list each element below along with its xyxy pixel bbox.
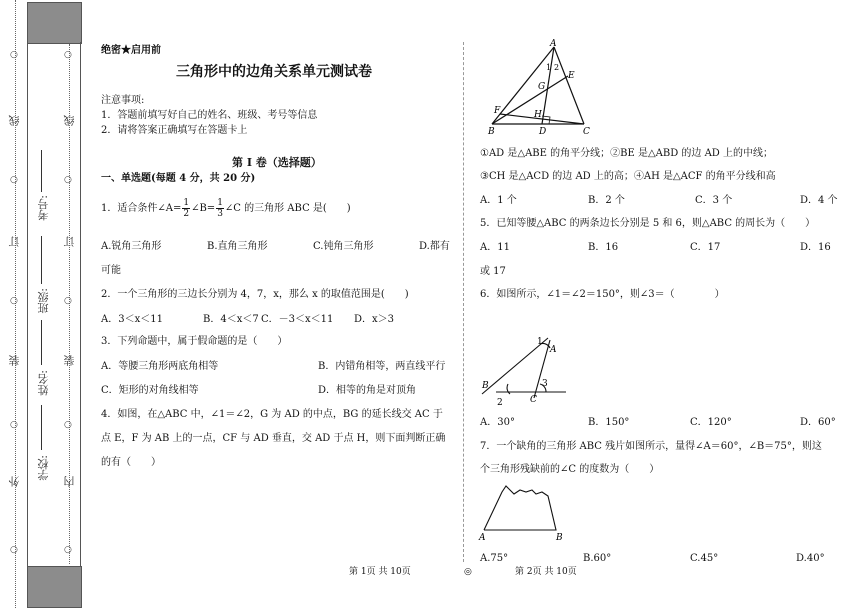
binding-box-left: [27, 42, 28, 566]
label-c: C: [583, 127, 590, 137]
label-angle-3: 3: [542, 379, 548, 389]
label-a: A: [550, 39, 557, 49]
outer-mark-wai: 外: [8, 476, 21, 487]
question-6-stem: 6．如图所示，∠1＝∠2＝150°，则∠3＝（ ）: [480, 289, 725, 300]
q1-stem-b: ∠B=: [191, 203, 216, 214]
notice-heading: 注意事项:: [101, 95, 145, 106]
question-1-stem: [101, 198, 351, 220]
q1-option-d[interactable]: D.都有: [419, 241, 450, 252]
field-name-label: 姓名:: [37, 370, 50, 396]
field-class-line[interactable]: [41, 236, 42, 284]
q2-option-a[interactable]: A．3＜x＜11: [101, 314, 163, 325]
binding-box-right: [80, 42, 81, 566]
q3-option-d[interactable]: D．相等的角是对顶角: [318, 385, 417, 396]
q3-option-c[interactable]: C．矩形的对角线相等: [101, 385, 199, 396]
footer-separator: ◎: [464, 567, 472, 577]
label-b: B: [482, 381, 489, 391]
q5-option-a[interactable]: A．11: [480, 242, 510, 253]
circle-mark: ○: [64, 296, 72, 306]
q6-option-d[interactable]: D．60°: [800, 417, 836, 428]
question-7-line-2: 个三角形残缺前的∠C 的度数为（ ）: [480, 464, 660, 475]
q4-option-c[interactable]: C．3 个: [695, 195, 733, 206]
circle-mark: ○: [10, 296, 18, 306]
broken-triangle-outline: [484, 486, 556, 530]
label-c: C: [530, 395, 537, 405]
q4-option-a[interactable]: A．1 个: [480, 195, 517, 206]
q5-option-c[interactable]: C．17: [690, 242, 721, 253]
page-title: 三角形中的边角关系单元测试卷: [176, 64, 372, 80]
label-angle-2: 2: [497, 398, 503, 408]
q5-option-d[interactable]: D．16: [800, 242, 831, 253]
label-b: B: [556, 533, 563, 543]
secret-label: 绝密★启用前: [101, 45, 161, 56]
segment-be: [492, 76, 568, 124]
question-5-stem: 5．已知等腰△ABC 的两条边长分别是 5 和 6，则△ABC 的周长为（ ）: [480, 218, 816, 229]
q5-option-d-cont: 或 17: [480, 266, 506, 277]
field-examno-label: 考号:: [37, 195, 50, 221]
q5-option-b[interactable]: B．16: [588, 242, 619, 253]
label-g: G: [538, 82, 546, 92]
q7-option-b[interactable]: B.60°: [583, 553, 612, 564]
circle-mark: ○: [64, 50, 72, 60]
q1-stem-a: 1．适合条件∠A=: [101, 203, 182, 214]
outer-mark-xian: 线: [8, 115, 21, 126]
label-angle-1: 1: [537, 337, 543, 347]
q2-option-b[interactable]: B．4＜x＜7: [203, 314, 259, 325]
q7-broken-triangle-figure: [476, 478, 572, 544]
q6-option-c[interactable]: C．120°: [690, 417, 732, 428]
circle-mark: ○: [10, 50, 18, 60]
label-e: E: [568, 71, 575, 81]
circle-mark: ○: [64, 420, 72, 430]
footer-page-2: 第 2页 共 10页: [515, 567, 577, 577]
field-name-line[interactable]: [41, 320, 42, 365]
question-4-line-3: 的有（ ）: [101, 457, 161, 468]
inner-mark-nei: 内: [63, 476, 76, 487]
footer-page-1: 第 1页 共 10页: [349, 567, 411, 577]
circle-mark: ○: [10, 175, 18, 185]
q4-triangle-figure: [480, 40, 600, 138]
q2-option-d[interactable]: D．x＞3: [354, 314, 395, 325]
section-heading: 一、单选题(每题 4 分，共 20 分): [101, 173, 256, 184]
q1-fraction-2: $\frac{1}{3}$: [217, 198, 223, 219]
circle-mark: ○: [64, 175, 72, 185]
outer-mark-ding: 订: [8, 236, 21, 247]
label-a: A: [479, 533, 486, 543]
binding-strip: [0, 0, 86, 608]
label-h: H: [534, 110, 542, 120]
q4-claims-line-2: ③CH 是△ACD 的边 AD 上的高；④AH 是△ACF 的角平分线和高: [480, 171, 776, 182]
q4-option-d[interactable]: D．4 个: [800, 195, 838, 206]
notice-item: 1．答题前填写好自己的姓名、班级、考号等信息: [101, 110, 318, 121]
inner-mark-zhuang: 装: [63, 355, 76, 366]
q1-stem-c: ∠C 的三角形 ABC 是( ): [224, 203, 351, 214]
field-school-label: 学校:: [37, 455, 50, 481]
label-d: D: [539, 127, 547, 137]
question-4-line-2: 点 E，F 为 AB 上的一点，CF 与 AD 垂直，交 AD 于点 H，则下面判断正确: [101, 433, 446, 444]
circle-mark: ○: [64, 545, 72, 555]
q6-option-a[interactable]: A．30°: [480, 417, 515, 428]
circle-mark: ○: [10, 420, 18, 430]
q7-option-d[interactable]: D.40°: [796, 553, 825, 564]
question-4-line-1: 4．如图，在△ABC 中，∠1＝∠2，G 为 AD 的中点，BG 的延长线交 AC 于: [101, 409, 443, 420]
label-a: A: [550, 345, 557, 355]
segment-ac: [554, 47, 584, 124]
q1-fraction-1: $\frac{1}{2}$: [183, 198, 190, 219]
notice-item: 2．请将答案正确填写在答题卡上: [101, 125, 248, 136]
q4-option-b[interactable]: B．2 个: [588, 195, 625, 206]
q3-option-a[interactable]: A．等腰三角形两底角相等: [101, 361, 219, 372]
circle-mark: ○: [10, 545, 18, 555]
q1-option-d-cont: 可能: [101, 265, 121, 276]
q6-option-b[interactable]: B．150°: [588, 417, 630, 428]
question-7-line-1: 7．一个缺角的三角形 ABC 残片如图所示，量得∠A＝60°，∠B＝75°，则这: [480, 441, 822, 452]
q2-option-c[interactable]: C．－3＜x＜11: [261, 314, 334, 325]
binding-gray-bottom: [27, 566, 82, 608]
q1-option-b[interactable]: B.直角三角形: [207, 241, 268, 252]
q7-option-c[interactable]: C.45°: [690, 553, 719, 564]
q7-option-a[interactable]: A.75°: [480, 553, 509, 564]
inner-mark-xian: 线: [63, 115, 76, 126]
field-class-label: 班级:: [37, 288, 50, 314]
line-ac: [534, 340, 550, 398]
inner-mark-ding: 订: [63, 236, 76, 247]
binding-gray-top: [27, 2, 82, 44]
label-angle-2: 2: [554, 63, 560, 72]
label-b: B: [488, 127, 495, 137]
question-2-stem: 2．一个三角形的三边长分别为 4，7，x，那么 x 的取值范围是( ): [101, 289, 409, 300]
outer-mark-zhuang: 装: [8, 355, 21, 366]
q3-option-b[interactable]: B．内错角相等，两直线平行: [318, 361, 446, 372]
q1-option-a[interactable]: A.锐角三角形: [101, 241, 162, 252]
volume-heading: 第 I 卷（选择题）: [232, 156, 322, 169]
q4-claims-line-1: ①AD 是△ABE 的角平分线；②BE 是△ABD 的边 AD 上的中线；: [480, 148, 774, 159]
field-examno-line[interactable]: [41, 150, 42, 192]
field-school-line[interactable]: [41, 405, 42, 450]
question-3-stem: 3．下列命题中，属于假命题的是（ ）: [101, 336, 288, 347]
q6-angle-figure: [478, 330, 573, 408]
label-f: F: [494, 106, 501, 116]
label-angle-1: 1: [546, 63, 552, 72]
q1-option-c[interactable]: C.钝角三角形: [313, 241, 374, 252]
column-divider: [463, 42, 464, 562]
